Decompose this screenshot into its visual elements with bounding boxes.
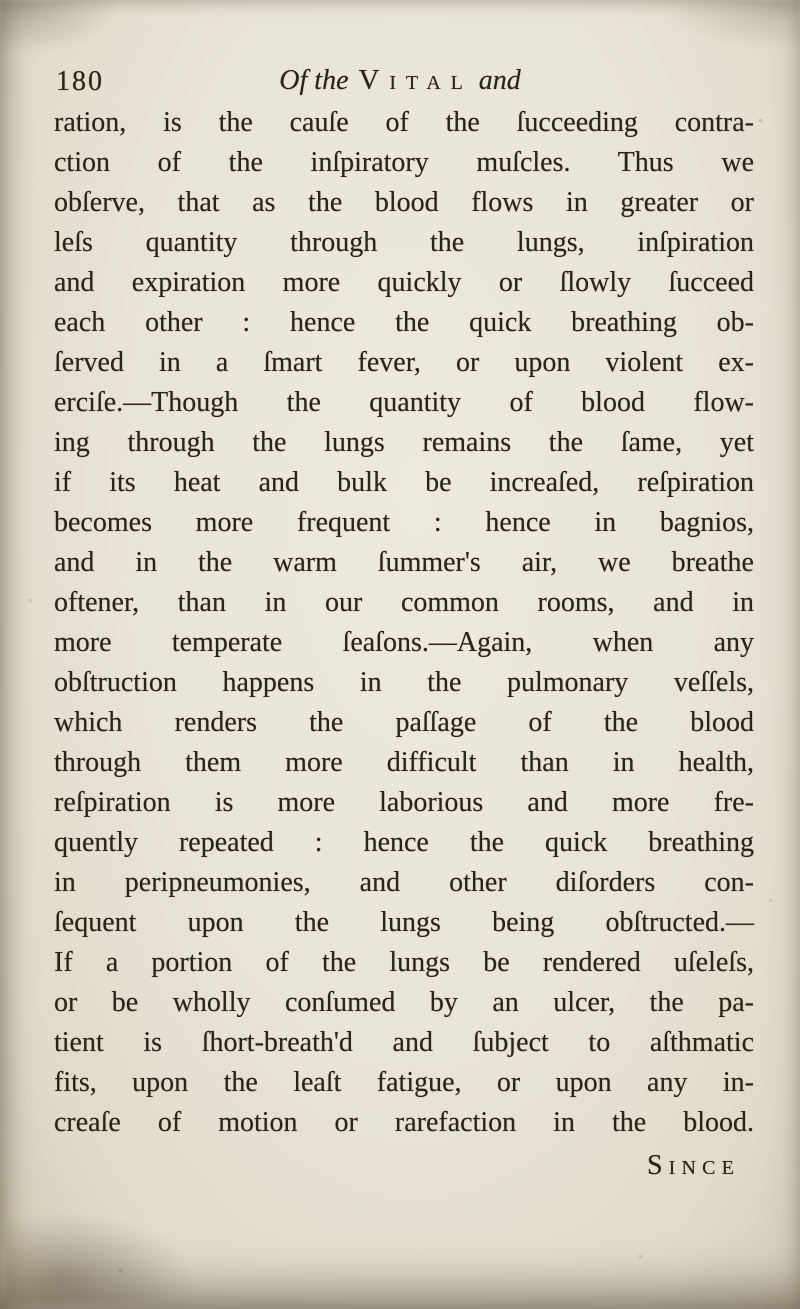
text-line: quently repeated : hence the quick breathing: [54, 827, 754, 858]
text-line: leſs quantity through the lungs, inſpiration: [54, 227, 754, 258]
text-line: erciſe.—Though the quantity of blood flow-: [54, 387, 754, 418]
page-header: [56, 64, 744, 108]
ink-smudge-top-left: [0, 0, 120, 55]
text-line: fits, upon the leaſt fatigue, or upon any in-: [54, 1067, 754, 1098]
text-line: which renders the paſſage of the blood: [54, 707, 754, 738]
text-line: obſerve, that as the blood flows in greater or: [54, 187, 754, 218]
running-head: [56, 64, 744, 97]
paper-speckles: [0, 0, 1, 1]
page-body-text: [54, 103, 754, 1143]
running-head-suffix: and: [478, 65, 521, 96]
text-line: ſerved in a ſmart fever, or upon violent ex-: [54, 347, 754, 378]
text-line: becomes more frequent : hence in bagnios,: [54, 507, 754, 538]
running-head-title: Vital: [358, 64, 473, 96]
running-head-prefix: Of the: [279, 65, 349, 96]
text-line: each other : hence the quick breathing ob-: [54, 307, 754, 338]
catchword-row: [54, 1146, 754, 1186]
text-line: ration, is the cauſe of the ſucceeding contra-: [54, 107, 754, 138]
page-number: 180: [56, 66, 104, 97]
text-line: and in the warm ſummer's air, we breathe: [54, 547, 754, 578]
text-line: ſequent upon the lungs being obſtructed.—: [54, 907, 754, 938]
text-line: more temperate ſeaſons.—Again, when any: [54, 627, 754, 658]
text-line: oftener, than in our common rooms, and in: [54, 587, 754, 618]
text-line: or be wholly conſumed by an ulcer, the pa-: [54, 987, 754, 1018]
text-line: If a portion of the lungs be rendered uſeleſs,: [54, 947, 754, 978]
text-line: if its heat and bulk be increaſed, reſpiration: [54, 467, 754, 498]
text-line: and expiration more quickly or ſlowly ſucceed: [54, 267, 754, 298]
text-line: reſpiration is more laborious and more fre-: [54, 787, 754, 818]
text-line: ing through the lungs remains the ſame, yet: [54, 427, 754, 458]
ink-smudge-top-right: [660, 0, 800, 50]
text-line: ction of the inſpiratory muſcles. Thus we: [54, 147, 754, 178]
ink-smudge-bottom-left: [6, 1213, 196, 1303]
text-line: through them more difficult than in health,: [54, 747, 754, 778]
text-line: creaſe of motion or rarefaction in the blood.: [54, 1107, 754, 1138]
text-line: tient is ſhort-breath'd and ſubject to aſthmatic: [54, 1027, 754, 1058]
text-line: obſtruction happens in the pulmonary veſſels,: [54, 667, 754, 698]
text-line: in peripneumonies, and other diſorders con-: [54, 867, 754, 898]
catchword: Since: [646, 1150, 740, 1181]
